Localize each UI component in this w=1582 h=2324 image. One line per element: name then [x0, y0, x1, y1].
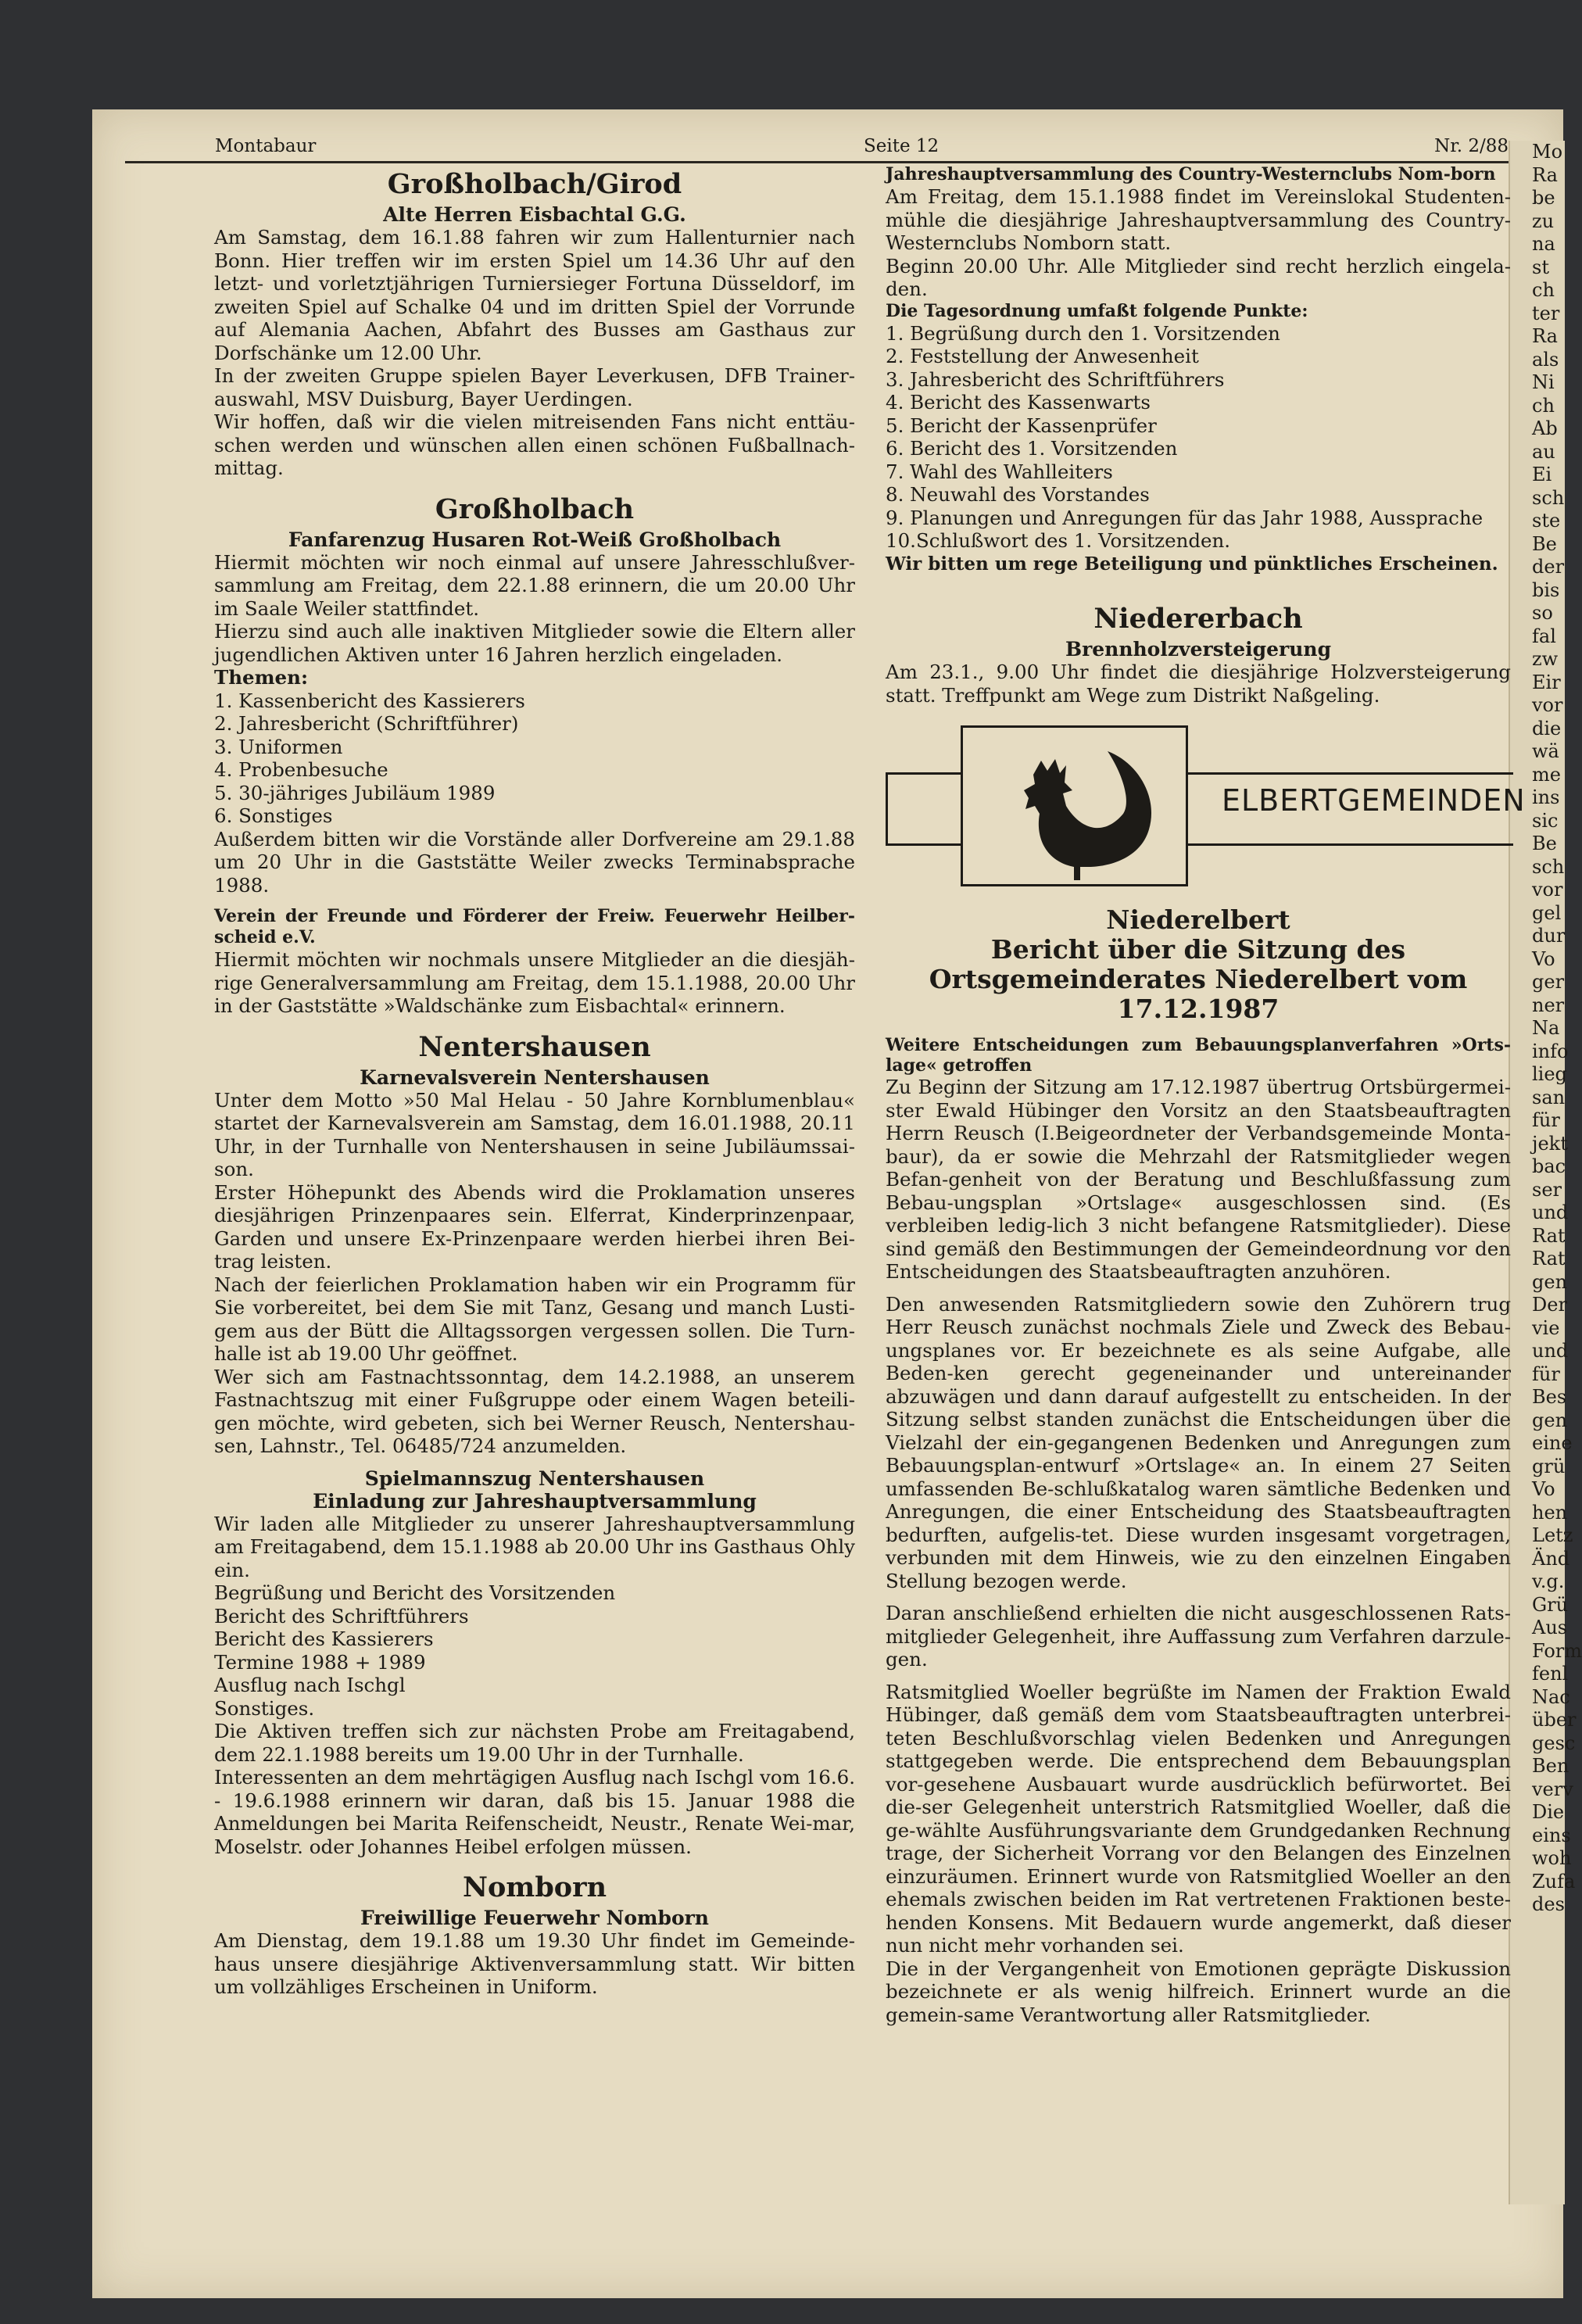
cutoff-line: Ni: [1532, 371, 1555, 393]
paragraph: Ratsmitglied Woeller begrüßte im Namen der Fraktion Ewald Hübinger, daß gemäß dem vom Staatsbeauftragten unterbrei-teten Beschlußvorschlag vielen Bedenken und Anregungen stattgegeben werde. Die entsprechend dem Bebauungsplan vor-gesehene Ausbauart wurde ausdrücklich befürwortet. Bei die-ser Gelegenheit unterstrich Ratsmitglied Woeller, daß die ge-wählte Ausführungsvariante dem Grundgedanken Rechnung trage, der Sicherheit Vorrang vor den Belangen des Einzelnen einzuräumen. Erinnert wurde von Ratsmitglied Woeller an den ehemals zwischen beiden im Rat vertretenen Fraktionen beste-henden Konsens. Mit Bedauern wurde angemerkt, daß dieser nun nicht mehr vorhanden sei.: [886, 1680, 1511, 1957]
paragraph: Die Aktiven treffen sich zur nächsten Probe am Freitagabend, dem 22.1.1988 bereits um 19.00 Uhr in der Turnhalle.: [214, 1720, 855, 1766]
list-item: 9. Planungen und Anregungen für das Jahr 1988, Aussprache: [886, 506, 1484, 529]
cutoff-line: lieg: [1532, 1063, 1567, 1085]
cutoff-line: dur: [1532, 925, 1566, 947]
paragraph: Unter dem Motto »50 Mal Helau - 50 Jahre Kornblumenblau« startet der Karnevalsverein am Samstag, dem 16.01.1988, 20.11 Uhr, in der Turnhalle von Nentershausen in seine Jubiläumssai-son.: [214, 1088, 855, 1180]
list-item: Sonstiges.: [214, 1696, 315, 1720]
cutoff-line: ser: [1532, 1178, 1562, 1201]
section-title: Großholbach/Girod: [387, 168, 682, 200]
cutoff-line: na: [1532, 233, 1555, 255]
section-heading: Jahreshauptversammlung des Country-Westernclubs Nom-born: [886, 164, 1496, 184]
cutoff-line: so: [1532, 602, 1553, 624]
logo-text: ELBERTGEMEINDEN: [1222, 783, 1526, 818]
header-town: Montabaur: [215, 136, 317, 156]
column-right: [886, 164, 1526, 2026]
agenda-heading: Die Tagesordnung umfaßt folgende Punkte:: [886, 300, 1308, 321]
cutoff-line: Vo: [1532, 947, 1555, 970]
list-item: Bericht des Schriftführers: [214, 1604, 469, 1628]
paragraph: Nach der feierlichen Proklamation haben wir ein Programm für Sie vorbereitet, bei dem Sie mit Tanz, Gesang und manch Lusti-gem aus der Bütt die Alltagssorgen vergessen sollen. Die Turn-halle ist ab 19.00 Uhr geöffnet.: [214, 1273, 855, 1365]
cutoff-line: Bes: [1532, 1386, 1567, 1408]
list-item: 3. Uniformen: [214, 735, 343, 758]
page-header: [125, 133, 1509, 163]
list-item: 6. Sonstiges: [214, 804, 333, 827]
cutoff-line: Ab: [1532, 417, 1558, 439]
cutoff-line: und: [1532, 1340, 1569, 1362]
cutoff-line: woh: [1532, 1847, 1572, 1869]
title-line: Niederelbert: [1106, 904, 1290, 935]
column-left: [214, 164, 855, 1999]
section-subtitle: Karnevalsverein Nentershausen: [360, 1065, 710, 1089]
agenda-list: [214, 1581, 855, 1720]
cutoff-line: der: [1532, 556, 1565, 578]
cutoff-line: ste: [1532, 510, 1561, 532]
paragraph: Am 23.1., 9.00 Uhr findet die diesjährige Holzversteigerung statt. Treffpunkt am Wege zum Distrikt Naßgeling.: [886, 661, 1511, 707]
paragraph: Die in der Vergangenheit von Emotionen geprägte Diskussion bezeichnete er als wenig hilfreich. Erinnert wurde an die gemein-same Verantwortung aller Ratsmitglieder.: [886, 1957, 1511, 2026]
list-item: 3. Jahresbericht des Schriftführers: [886, 367, 1225, 391]
header-page-number: Seite 12: [864, 136, 940, 156]
cutoff-line: hen: [1532, 1501, 1568, 1524]
title-line: Ortsgemeinderates Niederelbert vom: [929, 964, 1468, 994]
section-subtitle: Brennholzversteigerung: [1065, 638, 1332, 661]
cutoff-line: Der: [1532, 1294, 1567, 1316]
cutoff-line: Aus: [1532, 1617, 1568, 1638]
cutoff-line: Ra: [1532, 325, 1558, 347]
cutoff-line: Nac: [1532, 1685, 1570, 1708]
cutoff-line: ch: [1532, 394, 1555, 417]
cutoff-line: st: [1532, 256, 1549, 278]
cutoff-line: gen: [1532, 1409, 1568, 1431]
cutoff-line: me: [1532, 763, 1561, 786]
paragraph: Hiermit möchten wir noch einmal auf unsere Jahresschlußver-sammlung am Freitag, dem 22.1.88 erinnern, die um 20.00 Uhr im Saale Weiler stattfindet.: [214, 550, 855, 620]
paragraph: Wir bitten um rege Beteiligung und pünktliches Erscheinen.: [886, 553, 1498, 575]
cutoff-line: eins: [1532, 1824, 1571, 1846]
cutoff-line: ins: [1532, 786, 1560, 808]
agenda-list: [886, 322, 1511, 553]
cutoff-line: Änd: [1532, 1547, 1570, 1570]
paragraph: Am Freitag, dem 15.1.1988 findet im Vereinslokal Studenten-mühle die diesjährige Jahreshauptversammlung des Country-Westernclubs Nomborn statt.: [886, 185, 1511, 254]
paragraph: Wir laden alle Mitglieder zu unserer Jahreshauptversammlung am Freitagabend, dem 15.1.1988 ab 20.00 Uhr ins Gasthaus Ohly ein.: [214, 1512, 855, 1581]
section-title: Nomborn: [462, 1871, 607, 1903]
cutoff-line: grü: [1532, 1455, 1566, 1477]
cutoff-line: bac: [1532, 1155, 1566, 1177]
list-item: 4. Probenbesuche: [214, 758, 388, 781]
list-item: Termine 1988 + 1989: [214, 1650, 426, 1674]
paragraph: Wer sich am Fastnachtssonntag, dem 14.2.1988, an unserem Fastnachtszug mit einer Fußgruppe oder einem Wagen beteili-gen möchte, wird gebeten, sich bei Werner Reusch, Nentershau-sen, Lahnstr., Tel. 06485/724 anzumelden.: [214, 1365, 855, 1457]
elbertgemeinden-logo: [886, 725, 1526, 890]
paragraph: Den anwesenden Ratsmitgliedern sowie den Zuhörern trug Herr Reusch zunächst nochmals Ziele und Zweck des Bebau-ungsplanes vor. Er bezeichnete es als seine Aufgabe, alle Beden-ken gerecht gegeneinander und untereinander abzuwägen und dann darauf aufgestellt zu entscheiden. In der Sitzung selbst standen zunächst die Entscheidungen über die Vielzahl der ein-gegangenen Bedenken und Anregungen zum Bebauungsplan-entwurf »Ortslage« an. In einem 27 Seiten umfassenden Be-schlußkatalog waren sämtliche Bedenken und Anregungen, die einer Entscheidung des Staatsbeauftragten bedurften, aufgelis-tet. Diese wurden insgesamt vorgetragen, verbunden mit dem Hinweis, wie zu den einzelnen Eingaben Stellung bezogen werde.: [886, 1292, 1511, 1592]
column-cutoff: [1532, 141, 1582, 1917]
section-subtitle: Spielmannszug Nentershausen: [364, 1466, 705, 1490]
cutoff-line: fal: [1532, 625, 1556, 647]
rooster-icon: [963, 728, 1186, 884]
header-issue: Nr. 2/88: [1434, 136, 1509, 156]
list-item: 1. Begrüßung durch den 1. Vorsitzenden: [886, 321, 1280, 345]
paragraph: Am Dienstag, dem 19.1.88 um 19.30 Uhr findet im Gemeinde-haus unsere diesjährige Aktivenversammlung statt. Wir bitten um vollzähliges Erscheinen in Uniform.: [214, 1929, 855, 1998]
section-subtitle: Einladung zur Jahreshauptversammlung: [313, 1489, 757, 1513]
cutoff-line: für: [1532, 1363, 1560, 1385]
list-item: Begrüßung und Bericht des Vorsitzenden: [214, 1581, 616, 1604]
cutoff-line: Ben: [1532, 1755, 1569, 1777]
list-item: 5. Bericht der Kassenprüfer: [886, 414, 1157, 437]
title-line: 17.12.1987: [1117, 994, 1280, 1024]
section-title: Großholbach: [435, 492, 635, 525]
cutoff-line: gel: [1532, 901, 1562, 924]
cutoff-line: Be: [1532, 532, 1557, 555]
cutoff-line: für: [1532, 1109, 1560, 1131]
cutoff-line: be: [1532, 187, 1555, 209]
list-item: 5. 30-jähriges Jubiläum 1989: [214, 781, 496, 804]
section-subtitle: Freiwillige Feuerwehr Nomborn: [360, 1907, 709, 1929]
cutoff-line: ner: [1532, 994, 1565, 1016]
cutoff-line: eine: [1532, 1432, 1573, 1454]
cutoff-line: Ei: [1532, 464, 1552, 485]
section-subtitle: Fanfarenzug Husaren Rot-Weiß Großholbach: [288, 528, 782, 551]
cutoff-line: zw: [1532, 648, 1559, 670]
paragraph: Beginn 20.00 Uhr. Alle Mitglieder sind recht herzlich eingela-den.: [886, 254, 1511, 300]
cutoff-line: und: [1532, 1201, 1569, 1223]
cutoff-line: vie: [1532, 1316, 1560, 1339]
paragraph: Außerdem bitten wir die Vorstände aller Dorfvereine am 29.1.88 um 20 Uhr in die Gaststätte Weiler zwecks Terminabsprache 1988.: [214, 827, 855, 897]
paragraph: Wir hoffen, daß wir die vielen mitreisenden Fans nicht enttäu-schen werden und wünschen allen einen schönen Fußballnach-mittag.: [214, 410, 855, 479]
cutoff-line: Be: [1532, 833, 1557, 854]
cutoff-line: Vo: [1532, 1478, 1555, 1500]
cutoff-line: jekt: [1532, 1132, 1568, 1155]
paragraph: Erster Höhepunkt des Abends wird die Proklamation unseres diesjährigen Prinzenpaares sein. Elferrat, Kinderprinzenpaar, Garden und unsere Ex-Prinzenpaare werden hierbei ihren Bei-trag leisten.: [214, 1180, 855, 1273]
cutoff-line: verv: [1532, 1778, 1573, 1800]
paragraph: Daran anschließend erhielten die nicht ausgeschlossenen Rats-mitglieder Gelegenheit, ihre Auffassung zum Verfahren darzule-gen.: [886, 1602, 1511, 1670]
cutoff-line: zu: [1532, 209, 1555, 232]
cutoff-line: über: [1532, 1709, 1577, 1731]
cutoff-line: Letz: [1532, 1524, 1573, 1546]
paragraph: Am Samstag, dem 16.1.88 fahren wir zum Hallenturnier nach Bonn. Hier treffen wir im ersten Spiel um 14.36 Uhr auf den letzt- und vorletztjährigen Turniersieger Fortuna Düsseldorf, im zweiten Spiel auf Schalke 04 und im dritten Spiel der Vorrunde auf Alemania Aachen, Abfahrt des Busses am Gasthaus zur Dorfschänke um 12.00 Uhr.: [214, 226, 855, 364]
cutoff-line: Ra: [1532, 163, 1558, 186]
paragraph: Hierzu sind auch alle inaktiven Mitglieder sowie die Eltern aller jugendlichen Aktiven unter 16 Jahren herzlich eingeladen.: [214, 620, 855, 666]
cutoff-line: Form: [1532, 1639, 1582, 1662]
cutoff-line: ch: [1532, 279, 1555, 301]
list-item: Ausflug nach Ischgl: [214, 1674, 406, 1696]
themen-label: Themen:: [214, 666, 308, 689]
paragraph: Zu Beginn der Sitzung am 17.12.1987 übertrug Ortsbürgermei-ster Ewald Hübinger den Vorsitz an den Staatsbeauftragten Herrn Reusch (I.Beigeordneter der Verbandsgemeinde Monta-baur), da er sowie die Mehrzahl der Ratsmitglieder wegen Befan-genheit von der Beratung und Beschlußfassung zum Bebau-ungsplan »Ortslage« ausgeschlossen sind. (Es verbleiben ledig-lich 3 nicht befangene Ratsmitglieder). Diese sind gemäß den Bestimmungen der Gemeindeordnung vor den Entscheidungen des Staatsbeauftragten anzuhören.: [886, 1076, 1511, 1283]
section-title: Nentershausen: [418, 1030, 651, 1063]
cutoff-line: die: [1532, 717, 1562, 739]
section-heading: Weitere Entscheidungen zum Bebauungsplanverfahren »Orts-lage« getroffen: [886, 1035, 1511, 1076]
cutoff-line: au: [1532, 440, 1555, 463]
cutoff-line: Mo: [1532, 141, 1563, 163]
list-item: 1. Kassenbericht des Kassierers: [214, 689, 525, 712]
list-item: 2. Feststellung der Anwesenheit: [886, 345, 1199, 367]
cutoff-line: v.g.: [1532, 1570, 1565, 1592]
list-item: Bericht des Kassierers: [214, 1628, 434, 1650]
cutoff-line: bis: [1532, 578, 1560, 601]
list-item: 7. Wahl des Wahlleiters: [886, 460, 1113, 483]
cutoff-line: sic: [1532, 809, 1559, 832]
cutoff-line: Eir: [1532, 671, 1561, 693]
paragraph: In der zweiten Gruppe spielen Bayer Leverkusen, DFB Trainer-auswahl, MSV Duisburg, Bayer Uerdingen.: [214, 364, 855, 410]
logo-box: [961, 725, 1188, 886]
section-heading: Verein der Freunde und Förderer der Freiw. Feuerwehr Heilber-scheid e.V.: [214, 906, 855, 947]
paragraph: Hiermit möchten wir nochmals unsere Mitglieder an die diesjäh-rige Generalversammlung am Freitag, dem 15.1.1988, 20.00 Uhr in der Gaststätte »Waldschänke zum Eisbachtal« erinnern.: [214, 948, 855, 1017]
paragraph: Interessenten an dem mehrtägigen Ausflug nach Ischgl vom 16.6. - 19.6.1988 erinnern wir daran, daß bis 15. Januar 1988 die Anmeldungen bei Marita Reifenscheidt, Neustr., Renate Wei-mar, Moselstr. oder Johannes Heibel erfolgen müssen.: [214, 1766, 855, 1858]
cutoff-line: ger: [1532, 971, 1565, 993]
cutoff-line: Rat: [1532, 1224, 1566, 1247]
cutoff-line: Die: [1532, 1801, 1565, 1823]
list-item: 8. Neuwahl des Vorstandes: [886, 483, 1150, 506]
themen-list: [214, 689, 855, 828]
cutoff-line: gen: [1532, 1270, 1568, 1293]
list-item: 4. Bericht des Kassenwarts: [886, 391, 1151, 414]
cutoff-line: vor: [1532, 694, 1563, 716]
list-item: 10.Schlußwort des 1. Vorsitzenden.: [886, 529, 1231, 552]
section-subtitle: Alte Herren Eisbachtal G.G.: [383, 203, 686, 226]
cutoff-line: Grü: [1532, 1593, 1569, 1616]
title-line: Bericht über die Sitzung des: [990, 934, 1406, 965]
cutoff-line: info: [1532, 1040, 1569, 1062]
list-item: 6. Bericht des 1. Vorsitzenden: [886, 437, 1178, 460]
cutoff-line: Zufa: [1532, 1870, 1576, 1893]
cutoff-line: sch: [1532, 486, 1565, 509]
cutoff-line: gesc: [1532, 1731, 1576, 1754]
cutoff-line: sch: [1532, 855, 1565, 878]
cutoff-line: wä: [1532, 740, 1559, 762]
cutoff-line: als: [1532, 348, 1559, 371]
section-title: Niedererbach: [1093, 603, 1303, 635]
report-title: [886, 905, 1511, 1024]
cutoff-line: vor: [1532, 879, 1563, 901]
cutoff-line: Na: [1532, 1017, 1560, 1039]
cutoff-line: fenl: [1532, 1663, 1569, 1685]
cutoff-line: ter: [1532, 302, 1560, 324]
cutoff-line: des: [1532, 1893, 1565, 1915]
cutoff-line: Rat: [1532, 1248, 1566, 1269]
list-item: 2. Jahresbericht (Schriftführer): [214, 712, 519, 735]
cutoff-line: san: [1532, 1086, 1566, 1108]
